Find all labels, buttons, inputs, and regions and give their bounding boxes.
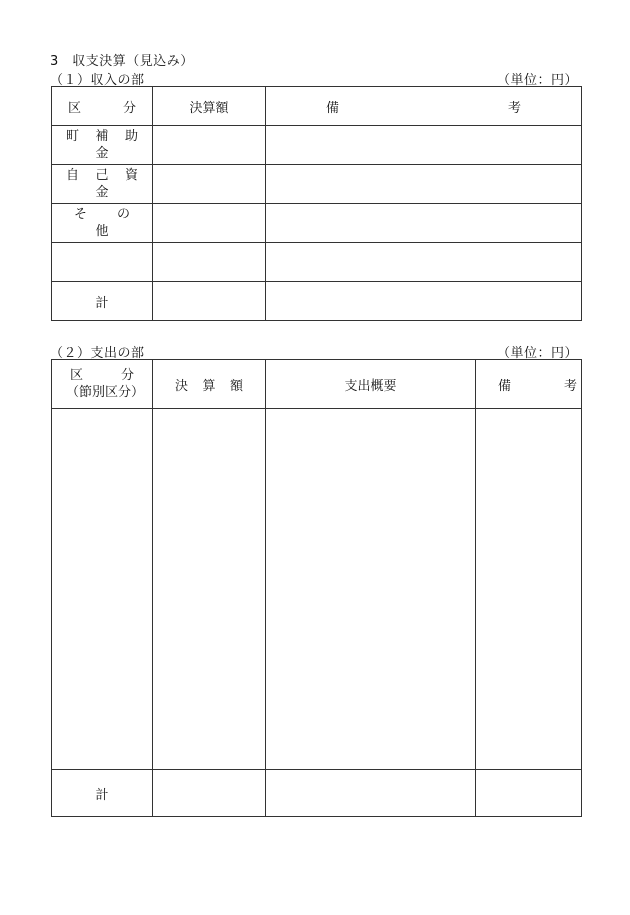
income-subtitle: （１）収入の部: [50, 73, 145, 88]
expense-header-kubun-char: 分: [120, 368, 134, 383]
income-remarks-cell[interactable]: [266, 165, 582, 204]
income-row-label: [52, 204, 153, 243]
label-char: 自: [66, 168, 80, 183]
income-remarks-cell[interactable]: [266, 126, 582, 165]
income-total-remarks-cell[interactable]: [266, 282, 582, 321]
expense-header-amount-char: 算: [202, 378, 216, 394]
expense-remarks-cell[interactable]: [476, 409, 582, 770]
expense-row-total: [52, 770, 582, 817]
expense-unit-label: （単位：円）: [497, 346, 579, 361]
income-header-kubun-char: 区: [68, 100, 82, 116]
expense-header-summary: 支出概要: [266, 360, 476, 409]
income-amount-cell[interactable]: [153, 243, 266, 282]
expense-total-remarks-cell[interactable]: [476, 770, 582, 817]
label-char: そ: [74, 207, 88, 222]
expense-header-remarks-char: 備: [498, 378, 512, 394]
income-row-blank: [52, 243, 582, 282]
expense-kubun-cell[interactable]: [52, 409, 153, 770]
expense-header-kubun-char: 区: [70, 368, 84, 383]
expense-header-amount-char: 決: [175, 378, 189, 394]
expense-header-amount: [153, 360, 266, 409]
expense-header-remarks-char: 考: [563, 378, 577, 394]
income-total-label: 計: [52, 282, 153, 321]
section-title: 3 収支決算（見込み）: [50, 54, 194, 69]
label-char: 町: [66, 129, 80, 144]
income-total-amount-cell[interactable]: [153, 282, 266, 321]
income-header-row: [52, 87, 582, 126]
expense-total-summary-cell[interactable]: [266, 770, 476, 817]
income-row-subsidy: [52, 126, 582, 165]
income-remarks-cell[interactable]: [266, 204, 582, 243]
expense-header-amount-char: 額: [229, 378, 243, 394]
income-row-label: [52, 165, 153, 204]
expense-subtitle: （２）支出の部: [50, 346, 145, 361]
expense-total-amount-cell[interactable]: [153, 770, 266, 817]
income-row-other: [52, 204, 582, 243]
expense-total-label: 計: [52, 770, 153, 817]
expense-header-row: [52, 360, 582, 409]
income-row-own-funds: [52, 165, 582, 204]
expense-header-remarks: [476, 360, 582, 409]
income-amount-cell[interactable]: [153, 165, 266, 204]
expense-amount-cell[interactable]: [153, 409, 266, 770]
label-char: の: [116, 207, 130, 222]
label-char: 己: [95, 168, 109, 183]
label-char: 金: [95, 146, 109, 161]
income-amount-cell[interactable]: [153, 204, 266, 243]
income-unit-label: （単位：円）: [497, 73, 579, 88]
income-row-label[interactable]: [52, 243, 153, 282]
income-header-remarks-char: 考: [507, 100, 521, 116]
income-remarks-cell[interactable]: [266, 243, 582, 282]
expense-table: [51, 359, 582, 817]
income-header-remarks-char: 備: [326, 100, 340, 116]
label-char: 他: [95, 224, 109, 239]
income-header-kubun: [52, 87, 153, 126]
income-table: [51, 86, 582, 321]
income-header-amount: 決算額: [153, 87, 266, 126]
income-row-label: [52, 126, 153, 165]
label-char: 助: [124, 129, 138, 144]
label-char: 資: [124, 168, 138, 183]
expense-body-row: [52, 409, 582, 770]
expense-summary-cell[interactable]: [266, 409, 476, 770]
label-char: 金: [95, 185, 109, 200]
expense-header-kubun-sub: （節別区分）: [66, 385, 145, 400]
income-amount-cell[interactable]: [153, 126, 266, 165]
income-row-total: [52, 282, 582, 321]
expense-header-kubun: [52, 360, 153, 409]
income-header-kubun-char: 分: [122, 100, 136, 116]
income-header-remarks: [266, 87, 582, 126]
label-char: 補: [95, 129, 109, 144]
